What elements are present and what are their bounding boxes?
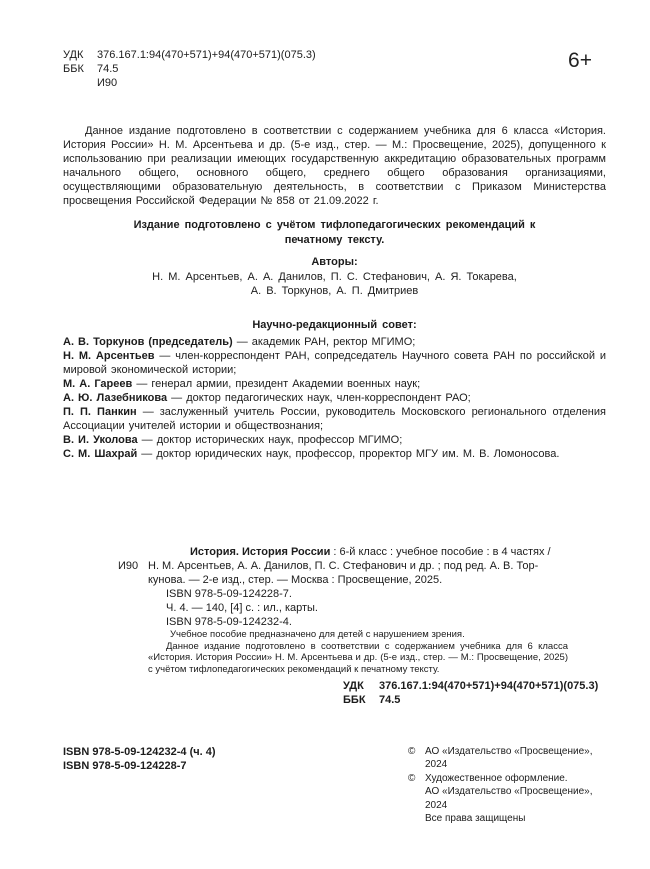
board-member-desc: — доктор юридических наук, профессор, проректор МГУ им. М. В. Ломоносова.	[141, 448, 560, 460]
authors-list: Н. М. Арсентьев, А. А. Данилов, П. С. Стефанович, А. Я. Токарева, А. В. Торкунов, А. П. Дмитриев	[152, 271, 517, 297]
catalog-authors-line	[118, 559, 568, 573]
catalog-edition-line: кунова. — 2-е изд., стер. — Москва : Просвещение, 2025.	[148, 574, 443, 586]
board-member	[63, 335, 606, 349]
book-code: И90	[97, 77, 118, 89]
imprint-footer	[63, 745, 606, 825]
top-codes-row	[63, 48, 606, 90]
copyright-icon	[408, 812, 425, 825]
copyright-icon: ©	[408, 772, 416, 784]
catalog-title-rest: : 6-й класс : учебное пособие : в 4 частях /	[330, 546, 551, 558]
copyright-text: Художественное оформление.	[425, 772, 568, 784]
board-member-name: Н. М. Арсентьев	[63, 350, 155, 362]
board-member-desc: — член-корреспондент РАН, сопредседатель Научного совета РАН по российской и мировой экономической истории;	[63, 350, 607, 376]
copyright-text: АО «Издательство «Просвещение», 2024	[425, 746, 593, 771]
udk-label-bottom: УДК	[343, 680, 364, 692]
copyright-block	[408, 745, 612, 825]
board-member-name: В. И. Уколова	[63, 434, 138, 446]
copyright-line	[408, 812, 612, 825]
age-rating-badge: 6+	[568, 49, 592, 72]
board-member-desc: — заслуженный учитель России, руководитель Московского регионального отделения Ассоциации учителей истории и обществознания;	[63, 406, 606, 432]
board-member-name: П. П. Панкин	[63, 406, 137, 418]
udk-value-bottom: 376.167.1:94(470+571)+94(470+571)(075.3)	[379, 680, 599, 692]
copyright-line	[408, 772, 612, 785]
board-member	[63, 433, 606, 447]
isbn-block	[63, 745, 216, 825]
copyright-text: АО «Издательство «Просвещение», 2024	[425, 786, 593, 811]
authors-heading: Авторы:	[311, 256, 358, 268]
board-member-name: А. В. Торкунов (председатель)	[63, 336, 233, 348]
board-member-desc: — академик РАН, ректор МГИМО;	[236, 336, 416, 348]
editorial-board-list	[63, 335, 606, 461]
copyright-text: Все права защищены	[425, 813, 526, 825]
catalog-edition-note: Данное издание подготовлено в соответствии с содержанием учебника для 6 класса «История. История России» Н. М. Арсентьева и др. (5-е изд., стер. — М.: Просвещение, 2025) с учётом тифлопедагогических рекомендаций к печатному тексту.	[148, 640, 568, 675]
classification-codes	[63, 48, 316, 90]
catalog-record	[118, 545, 568, 675]
typhlo-note: Издание подготовлено с учётом тифлопедагогических рекомендаций к печатному тексту.	[133, 219, 536, 246]
board-member-desc: — генерал армии, президент Академии военных наук;	[136, 378, 421, 390]
board-member	[63, 349, 606, 377]
board-member	[63, 405, 606, 433]
copyright-icon: ©	[408, 746, 416, 757]
copyright-line	[408, 785, 612, 812]
catalog-title-line	[148, 545, 568, 559]
catalog-book-code: И90	[118, 560, 139, 572]
board-member	[63, 391, 606, 405]
isbn-part-line: ISBN 978-5-09-124232-4 (ч. 4)	[63, 746, 216, 758]
catalog-isbn-series: ISBN 978-5-09-124228-7.	[166, 588, 292, 600]
copyright-icon	[408, 785, 425, 812]
copyright-line	[408, 745, 612, 772]
bbk-label: ББК	[63, 63, 84, 75]
board-member	[63, 377, 606, 391]
udk-line-bottom	[343, 679, 606, 693]
bottom-classification-codes	[343, 679, 606, 707]
bbk-value: 74.5	[97, 63, 119, 75]
udk-value: 376.167.1:94(470+571)+94(470+571)(075.3)	[97, 49, 316, 61]
udk-line	[63, 48, 316, 62]
bbk-line	[63, 62, 316, 76]
catalog-authors: Н. М. Арсентьев, А. А. Данилов, П. С. Стефанович и др. ; под ред. А. В. Тор-	[148, 560, 539, 572]
bbk-label-bottom: ББК	[343, 694, 366, 706]
catalog-title: История. История России	[190, 546, 331, 558]
bbk-line-bottom	[343, 693, 606, 707]
edition-approval-paragraph: Данное издание подготовлено в соответствии с содержанием учебника для 6 класса «История. История России» Н. М. Арсентьева и др. (5-е изд., стер. — М.: Просвещение, 2025), допущенного к использованию при реализации имеющих государственную аккредитацию образовательных программ начального общего, основного общего, среднего общего образования организациями, осуществляющими образовательную деятельность, в соответствии с Приказом Министерства просвещения Российской Федерации № 858 от 21.09.2022 г.	[63, 125, 606, 207]
udk-label: УДК	[63, 49, 84, 61]
catalog-part-line: Ч. 4. — 140, [4] с. : ил., карты.	[166, 602, 318, 614]
board-member-name: М. А. Гареев	[63, 378, 133, 390]
isbn-series-line: ISBN 978-5-09-124228-7	[63, 760, 187, 772]
board-member-name: А. Ю. Лазебникова	[63, 392, 168, 404]
bbk-value-bottom: 74.5	[379, 694, 401, 706]
editorial-board-heading: Научно-редакционный совет:	[252, 319, 417, 331]
board-member	[63, 447, 606, 461]
board-member-desc: — доктор педагогических наук, член-корреспондент РАО;	[171, 392, 471, 404]
catalog-vision-note: Учебное пособие предназначено для детей с нарушением зрения.	[170, 629, 465, 640]
catalog-isbn-part: ISBN 978-5-09-124232-4.	[166, 616, 292, 628]
board-member-desc: — доктор исторических наук, профессор МГИМО;	[141, 434, 403, 446]
board-member-name: С. М. Шахрай	[63, 448, 138, 460]
